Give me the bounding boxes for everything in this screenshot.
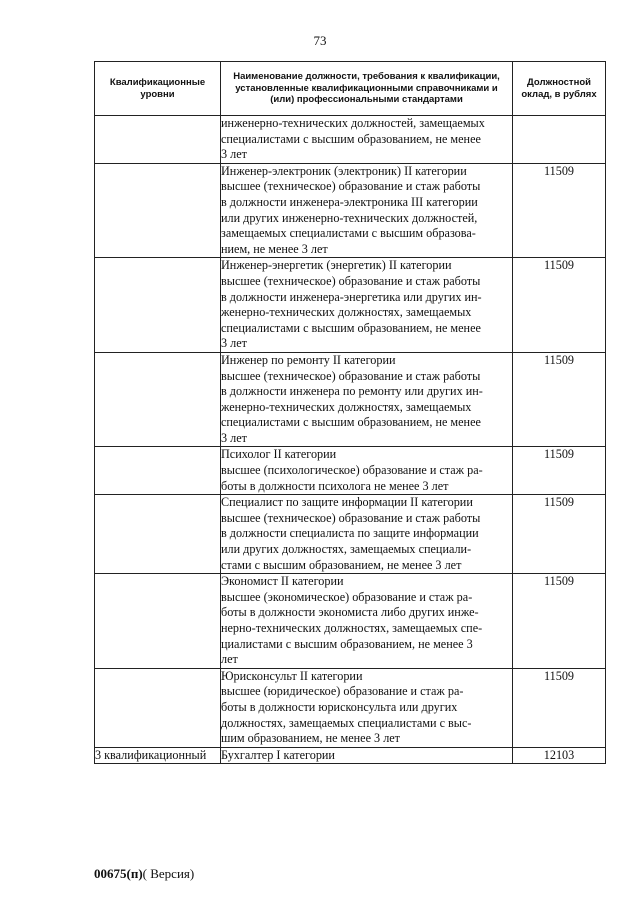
table-row <box>95 352 606 447</box>
salary-cell: 11509 <box>513 258 606 353</box>
position-description-cell <box>221 163 513 258</box>
description-line: нием, не менее 3 лет <box>221 241 328 256</box>
description-line: лет <box>221 652 238 667</box>
table-row <box>95 163 606 258</box>
description-line: боты в должности юрисконсульта или других <box>221 699 458 714</box>
position-description-cell <box>221 258 513 353</box>
description-line: стами с высшим образованием, не менее 3 лет <box>221 557 462 572</box>
description-line: в должности специалиста по защите информации <box>221 526 479 541</box>
qualification-table <box>94 61 606 764</box>
description-line: Бухгалтер I категории <box>221 747 335 762</box>
description-line: нерно-технических должностях, замещаемых спе- <box>221 621 483 635</box>
qualification-level-cell: 3 квалификационный <box>95 747 221 764</box>
footer <box>94 866 194 882</box>
description-line: или других должностях, замещаемых специали- <box>221 542 472 557</box>
salary-cell: 12103 <box>513 747 606 764</box>
salary-cell <box>513 116 606 164</box>
description-line: шим образованием, не менее 3 лет <box>221 731 401 746</box>
position-description-cell <box>221 495 513 574</box>
description-line: циалистами с высшим образованием, не менее 3 <box>221 636 473 651</box>
description-line: инженерно-технических должностей, замещаемых <box>221 116 485 130</box>
table-row <box>95 116 606 164</box>
salary-cell: 11509 <box>513 574 606 669</box>
version-note: ( Версия) <box>142 866 195 881</box>
qualification-level-cell <box>95 258 221 353</box>
description-line: специалистами с высшим образованием, не менее <box>221 131 481 146</box>
salary-cell: 11509 <box>513 163 606 258</box>
description-line: замещаемых специалистами с высшим образова- <box>221 226 476 241</box>
description-line: 3 лет <box>221 147 247 162</box>
description-line: в должности инженера-энергетика или других ин- <box>221 289 482 304</box>
position-description-cell <box>221 116 513 164</box>
page-number: 73 <box>313 33 327 48</box>
description-line: специалистами с высшим образованием, не менее <box>221 415 481 430</box>
qualification-level-cell <box>95 163 221 258</box>
header-salary: Должностной оклад, в рублях <box>513 62 606 116</box>
position-description-cell <box>221 352 513 447</box>
table-row <box>95 668 606 747</box>
description-line: женерно-технических должностях, замещаемых <box>221 399 472 414</box>
description-line: Инженер-электроник (электроник) II категории <box>221 163 467 178</box>
qualification-level-cell <box>95 495 221 574</box>
description-line: или других инженерно-технических должностей, <box>221 210 478 225</box>
qualification-level-cell <box>95 447 221 495</box>
description-line: женерно-технических должностях, замещаемых <box>221 305 472 320</box>
header-position: Наименование должности, требования к квалификации, установленные квалификационными справочниками и (или) профессиональными стандартами <box>221 62 513 116</box>
position-description-cell <box>221 574 513 669</box>
table-header-row <box>95 62 606 116</box>
description-line: 3 лет <box>221 336 247 351</box>
salary-cell: 11509 <box>513 668 606 747</box>
description-line: должностях, замещаемых специалистами с выс- <box>221 715 472 730</box>
qualification-level-cell <box>95 352 221 447</box>
table-row <box>95 574 606 669</box>
description-line: Экономист II категории <box>221 574 344 589</box>
description-line: боты в должности психолога не менее 3 лет <box>221 478 449 493</box>
table-body <box>95 116 606 764</box>
description-line: высшее (техническое) образование и стаж работы <box>221 179 481 194</box>
description-line: высшее (техническое) образование и стаж работы <box>221 368 481 383</box>
qualification-level-cell <box>95 668 221 747</box>
salary-cell: 11509 <box>513 447 606 495</box>
description-line: Инженер-энергетик (энергетик) II категории <box>221 258 452 273</box>
description-line: высшее (психологическое) образование и стаж ра- <box>221 463 483 478</box>
qualification-level-cell <box>95 574 221 669</box>
salary-cell: 11509 <box>513 495 606 574</box>
description-line: специалистами с высшим образованием, не менее <box>221 320 481 335</box>
description-line: 3 лет <box>221 430 247 445</box>
table-row <box>95 258 606 353</box>
description-line: в должности инженера-электроника III категории <box>221 194 478 209</box>
document-code: 00675(п) <box>94 866 143 881</box>
description-line: Юрисконсульт II категории <box>221 668 363 683</box>
description-line: Специалист по защите информации II категории <box>221 495 473 510</box>
position-description-cell <box>221 668 513 747</box>
description-line: высшее (техническое) образование и стаж работы <box>221 273 481 288</box>
description-line: высшее (техническое) образование и стаж работы <box>221 510 481 525</box>
description-line: боты в должности экономиста либо других инже- <box>221 605 479 620</box>
position-description-cell <box>221 447 513 495</box>
position-description-cell <box>221 747 513 764</box>
table-row <box>95 495 606 574</box>
table-row <box>95 447 606 495</box>
description-line: в должности инженера по ремонту или других ин- <box>221 384 483 399</box>
table-row <box>95 747 606 764</box>
description-line: Психолог II категории <box>221 447 337 462</box>
description-line: Инженер по ремонту II категории <box>221 352 396 367</box>
salary-cell: 11509 <box>513 352 606 447</box>
description-line: высшее (экономическое) образование и стаж ра- <box>221 589 473 604</box>
header-levels: Квалификационные уровни <box>95 62 221 116</box>
qualification-level-cell <box>95 116 221 164</box>
description-line: высшее (юридическое) образование и стаж ра- <box>221 684 464 699</box>
